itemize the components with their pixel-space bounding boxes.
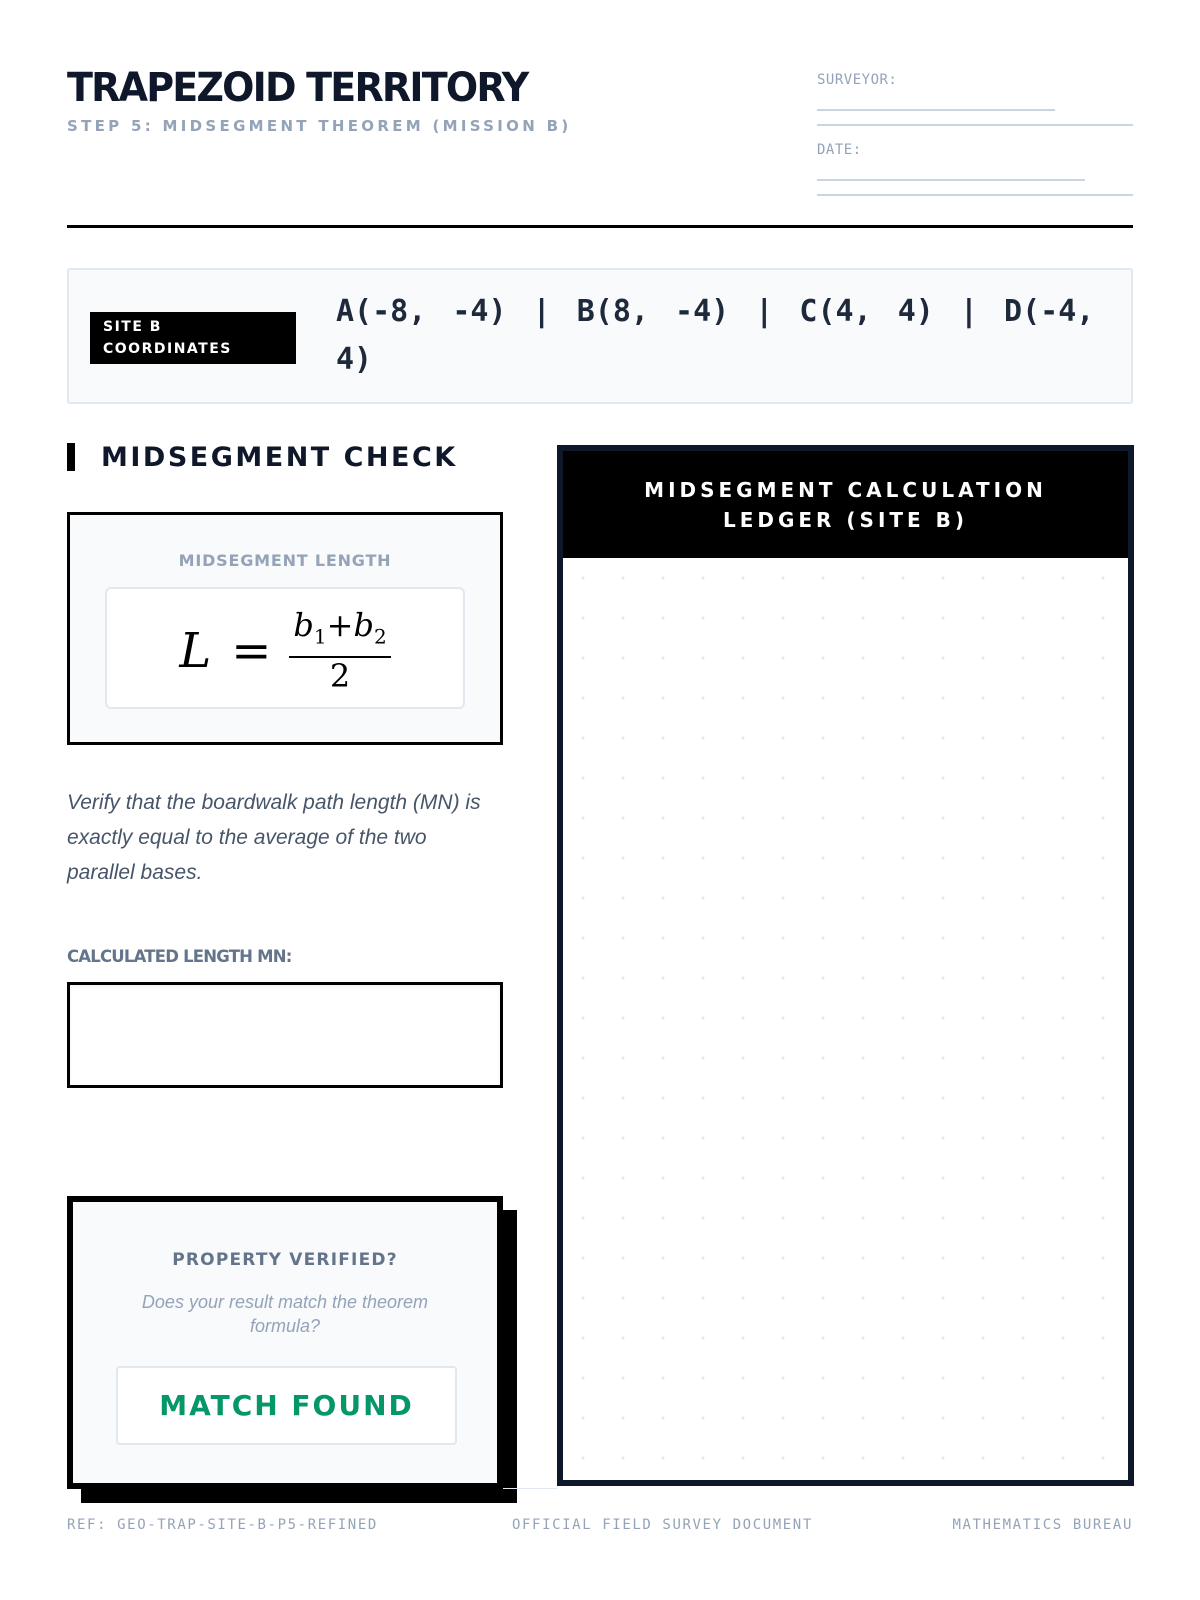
ledger-dot-grid-workspace[interactable] [563,558,1128,1480]
site-coordinates-badge [90,312,296,364]
surveyor-underline [817,124,1133,126]
date-blank[interactable] [817,179,1085,181]
footer-reference: REF: GEO-TRAP-SITE-B-P5-REFINED [67,1517,378,1533]
badge-line-1: SITE B [103,319,162,335]
page-footer [67,1517,1133,1537]
meta-fields [817,72,1133,212]
formula-fraction [289,607,390,694]
section-heading [67,443,458,471]
badge-line-2: COORDINATES [103,341,232,357]
match-found-button[interactable]: MATCH FOUND [116,1366,457,1445]
ledger-title: MIDSEGMENT CALCULATION LEDGER (SITE B) [644,477,1047,532]
section-title: MIDSEGMENT CHECK [101,441,458,473]
calculated-length-input[interactable] [67,982,503,1088]
verify-title: PROPERTY VERIFIED? [172,1250,398,1270]
footer-document-type: OFFICIAL FIELD SURVEY DOCUMENT [512,1517,813,1533]
surveyor-blank[interactable] [817,109,1055,111]
instructions-text: Verify that the boardwalk path length (MN) is exactly equal to the average of the two parallel bases. [67,791,481,884]
date-underline [817,194,1133,196]
verify-question: Does your result match the theorem formula? [141,1292,429,1336]
formula-box [105,587,465,709]
formula-card [67,512,503,745]
page-subtitle: STEP 5: MIDSEGMENT THEOREM (MISSION B) [67,117,572,135]
date-label: DATE: [817,142,862,158]
page-header [67,62,1133,228]
coordinates-list: A(-8, -4) | B(8, -4) | C(4, 4) | D(-4, 4) [336,294,1095,377]
ledger-header [563,451,1128,558]
calculation-ledger [557,445,1134,1486]
formula-numerator: $b_1+b_2$ [289,607,390,658]
surveyor-label: SURVEYOR: [817,72,898,88]
property-verified-card [67,1196,503,1489]
formula-equals: = [231,622,272,679]
midsegment-formula [107,607,463,694]
date-field[interactable] [817,142,1133,212]
formula-lhs: L [179,622,212,679]
page-title: TRAPEZOID TERRITORY [67,64,528,111]
formula-denominator: 2 [329,657,351,696]
calculated-length-label: CALCULATED LENGTH MN: [67,947,292,966]
surveyor-field[interactable] [817,72,1133,142]
site-coordinates-panel [67,268,1133,404]
footer-issuer: MATHEMATICS BUREAU [952,1517,1133,1533]
footer-divider [503,1488,557,1489]
formula-label: MIDSEGMENT LENGTH [178,551,392,570]
section-bar-marker [67,443,75,471]
